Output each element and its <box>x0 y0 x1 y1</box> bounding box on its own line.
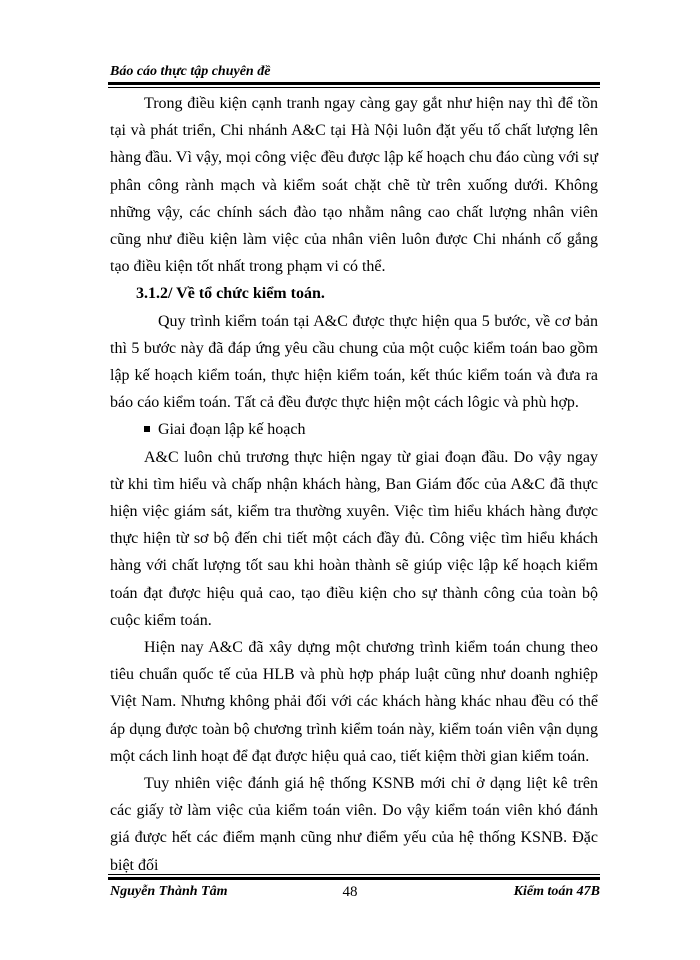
section-heading: 3.1.2/ Về tổ chức kiểm toán. <box>136 285 325 303</box>
footer-department: Kiểm toán 47B <box>513 884 600 899</box>
bullet-item-label: Giai đoạn lập kế hoạch <box>158 421 306 439</box>
footer-rule-thick <box>108 877 600 880</box>
header-rule-thick <box>108 82 600 85</box>
footer-rule-thin <box>108 874 600 875</box>
paragraph-ksnb: Tuy nhiên việc đánh giá hệ thống KSNB mới chỉ ở dạng liệt kê trên các giấy tờ làm việc của kiểm toán viên. Do vậy kiểm toán viên khó đánh giá được hết các điểm mạnh cũng như điểm yếu của hệ thống KSNB. Đặc biệt đối <box>110 775 598 874</box>
bullet-item <box>144 416 598 443</box>
footer-author: Nguyễn Thành Tâm <box>110 884 228 899</box>
square-bullet-icon <box>144 426 150 432</box>
paragraph-intro: Trong điều kiện cạnh tranh ngay càng gay gắt như hiện nay thì để tồn tại và phát triển, Chi nhánh A&C tại Hà Nội luôn đặt yếu tố chất lượng lên hàng đầu. Vì vậy, mọi công việc đều được lập kế hoạch chu đáo cùng với sự phân công rành mạch và kiểm soát chặt chẽ từ trên xuống dưới. Không những vậy, các chính sách đào tạo nhằm nâng cao chất lượng nhân viên cũng như điều kiện làm việc của nhân viên luôn được Chi nhánh cố gắng tạo điều kiện tốt nhất trong phạm vi có thể. <box>110 95 598 276</box>
paragraph-program: Hiện nay A&C đã xây dựng một chương trình kiểm toán chung theo tiêu chuẩn quốc tế của HLB và phù hợp pháp luật cũng như doanh nghiệp Việt Nam. Nhưng không phải đối với các khách hàng khác nhau đều có thể áp dụng được toàn bộ chương trình kiểm toán này, kiểm toán viên vận dụng một cách linh hoạt để đạt được hiệu quả cao, tiết kiệm thời gian kiểm toán. <box>110 639 598 765</box>
page-number: 48 <box>342 884 358 900</box>
paragraph-planning: A&C luôn chủ trương thực hiện ngay từ giai đoạn đầu. Do vậy ngay từ khi tìm hiểu và chấp nhận khách hàng, Ban Giám đốc của A&C đã thực hiện việc giám sát, kiểm tra thường xuyên. Việc tìm hiểu khách hàng được thực hiện từ sơ bộ đến chi tiết một cách đầy đủ. Công việc tìm hiểu khách hàng với chất lượng tốt sau khi hoàn thành sẽ giúp việc lập kế hoạch kiểm toán đạt được hiệu quả cao, tạo điều kiện cho sự thành công của toàn bộ cuộc kiểm toán. <box>110 448 598 629</box>
paragraph-audit-process: Quy trình kiểm toán tại A&C được thực hiện qua 5 bước, về cơ bản thì 5 bước này đã đáp ứng yêu cầu chung của một cuộc kiểm toán bao gồm lập kế hoạch kiểm toán, thực hiện kiểm toán, kết thúc kiểm toán và đưa ra báo cáo kiểm toán. Tất cả đều được thực hiện một cách lôgic và phù hợp. <box>110 312 598 412</box>
header-title: Báo cáo thực tập chuyên đề <box>110 64 271 79</box>
page-body <box>110 90 598 879</box>
header-rule-thin <box>108 87 600 88</box>
